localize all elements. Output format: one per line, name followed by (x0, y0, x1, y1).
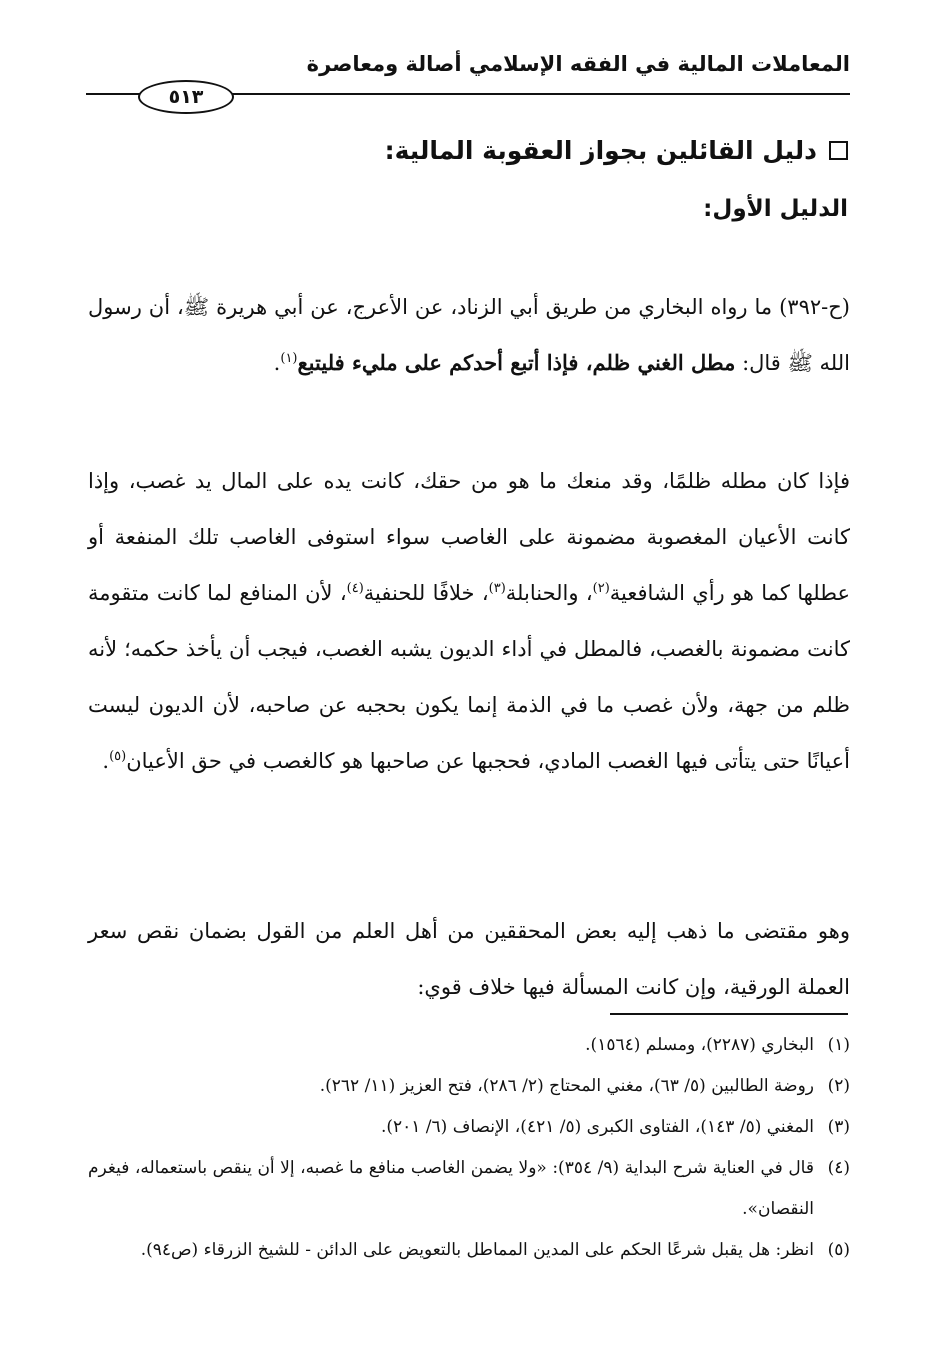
footnote-text: المغني (٥/ ١٤٣)، الفتاوى الكبرى (٥/ ٤٢١)، الإنصاف (٦/ ٢٠١). (380, 1117, 814, 1137)
footnote-text: قال في العناية شرح البداية (٩/ ٣٥٤): «ولا يضمن الغاصب منافع ما غصبه، إلا أن ينقص باستعماله، فيغرم النقصان». (88, 1158, 814, 1219)
footnote-item (88, 1025, 850, 1066)
footnote-number: (٥) (827, 1240, 850, 1260)
footnote-ref-4[interactable]: (٤) (346, 581, 364, 596)
argument-part-3: ، خلافًا للحنفية (363, 581, 489, 605)
argument-paragraph (88, 453, 850, 789)
footnote-item (88, 1148, 850, 1230)
argument-part-2: ، والحنابلة (505, 581, 593, 605)
footnote-text: البخاري (٢٢٨٧)، ومسلم (١٥٦٤). (585, 1035, 814, 1055)
conclusion-paragraph: وهو مقتضى ما ذهب إليه بعض المحققين من أهل العلم من القول بضمان نقص سعر العملة الورقية، وإن كانت المسألة فيها خلاف قوي: (88, 919, 850, 999)
page-number-badge: ٥١٣ (138, 80, 234, 114)
footnote-number: (٤) (827, 1158, 850, 1178)
footnotes (88, 1025, 850, 1271)
hadith-intro: (ح-٣٩٢) ما رواه البخاري من طريق أبي الزناد، عن الأعرج، عن أبي هريرة ﷺ، أن رسول الله ﷺ قال: (88, 295, 850, 375)
argument-part-1: فإذا كان مطله ظلمًا، وقد منعك ما هو من حقك، كانت يده على المال يد غصب، وإذا كانت الأعيان المغصوبة مضمونة على الغاصب سواء استوفى الغاصب تلك المنفعة أو عطلها كما هو رأي الشافعية (88, 469, 850, 605)
hadith-text: مطل الغني ظلم، فإذا أتبع أحدكم على مليء فليتبع (297, 350, 736, 375)
evidence-subheading: الدليل الأول: (703, 196, 848, 222)
running-header-title: المعاملات المالية في الفقه الإسلامي أصالة ومعاصرة (306, 52, 850, 76)
footnote-ref-5[interactable]: (٥) (109, 749, 127, 764)
sentence-end: . (273, 351, 281, 375)
footnote-item (88, 1066, 850, 1107)
section-heading-text: دليل القائلين بجواز العقوبة المالية: (384, 136, 817, 165)
sentence-end: . (102, 749, 110, 773)
footnote-text: روضة الطالبين (٥/ ٦٣)، مغني المحتاج (٢/ ٢٨٦)، فتح العزيز (١١/ ٢٦٢). (319, 1076, 814, 1096)
footnote-text: انظر: هل يقبل شرعًا الحكم على المدين المماطل بالتعويض على الدائن - للشيخ الزرقاء (ص٩٤). (140, 1240, 814, 1260)
footnote-item (88, 1230, 850, 1271)
section-heading (385, 136, 848, 165)
square-bullet-icon (829, 141, 848, 160)
hadith-paragraph (88, 279, 850, 391)
footnote-item (88, 1107, 850, 1148)
footnote-number: (٣) (827, 1117, 850, 1137)
footnote-ref-1[interactable]: (١) (280, 351, 298, 366)
argument-part-4: ، لأن المنافع لما كانت متقومة كانت مضمونة بالغصب، فالمطل في أداء الديون يشبه الغصب، فيجب أن يأخذ حكمه؛ لأنه ظلم من جهة، ولأن غصب ما في الذمة إنما يكون بحجبه عن صاحبه، لأن الديون ليست أعيانًا حتى يتأتى فيها الغصب المادي، فحجبها عن صاحبها هو كالغصب في حق الأعيان (88, 581, 850, 773)
footnote-number: (١) (827, 1035, 850, 1055)
footnote-number: (٢) (827, 1076, 850, 1096)
footnote-separator (610, 1013, 848, 1015)
footnote-ref-3[interactable]: (٣) (488, 581, 506, 596)
footnote-ref-2[interactable]: (٢) (592, 581, 610, 596)
